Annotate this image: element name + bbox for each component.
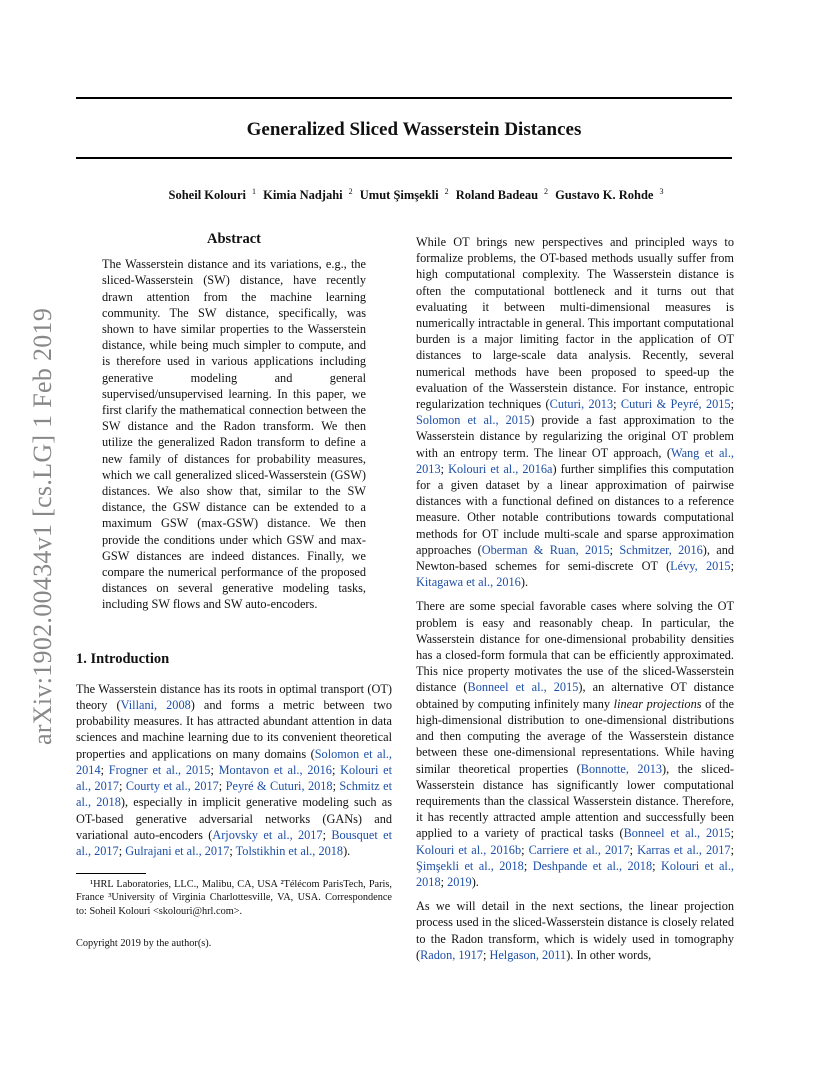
body-text: ).: [520, 575, 529, 590]
author-affiliation-mark: 2: [346, 187, 353, 196]
body-text: ), an alternative OT distance obtained by computing infinitely many: [416, 680, 734, 711]
citation-link[interactable]: Tolstikhin et al., 2018: [235, 843, 344, 858]
citation-link[interactable]: 2019: [447, 874, 472, 889]
body-text: As we will detail in the next sections, the linear projection process used in the sliced-Wasserstein distance is closely related to the Radon transform, which is widely used in tomography (: [416, 899, 734, 962]
citation-link[interactable]: Cuturi, 2013: [549, 397, 614, 412]
copyright-notice: Copyright 2019 by the author(s).: [76, 937, 212, 949]
body-text: ;: [332, 779, 340, 794]
intro-paragraph-2: [416, 234, 734, 590]
citation-link[interactable]: Şimşekli et al., 2018: [416, 858, 524, 873]
citation-link[interactable]: Villani, 2008: [120, 698, 191, 713]
title-rule-bottom: [76, 157, 732, 159]
citation-link[interactable]: Bonneel et al., 2015: [467, 680, 579, 695]
body-text: ;: [730, 559, 734, 574]
author-name: Gustavo K. Rohde: [555, 188, 654, 203]
author-list: [0, 187, 828, 203]
abstract-heading: Abstract: [207, 231, 261, 247]
citation-link[interactable]: Wang et al., 2013: [416, 445, 734, 476]
body-text: ;: [229, 843, 236, 858]
citation-link[interactable]: Solomon et al., 2015: [416, 413, 531, 428]
body-text: ;: [613, 397, 621, 412]
citation-link[interactable]: Helgason, 2011: [489, 947, 567, 962]
citation-link[interactable]: Peyré & Cuturi, 2018: [225, 779, 333, 794]
citation-link[interactable]: Frogner et al., 2015: [108, 762, 211, 777]
body-text: ;: [730, 842, 734, 857]
body-text: ;: [609, 542, 620, 557]
citation-link[interactable]: Kolouri et al., 2016a: [448, 461, 553, 476]
citation-link[interactable]: Kolouri et al., 2018: [416, 858, 734, 889]
title-rule-top: [76, 97, 732, 99]
citation-link[interactable]: Schmitz et al., 2018: [76, 779, 392, 810]
body-text: ;: [730, 826, 734, 841]
body-text: ;: [118, 843, 126, 858]
body-text: ;: [652, 858, 661, 873]
citation-link[interactable]: Gulrajani et al., 2017: [125, 843, 230, 858]
citation-link[interactable]: Lévy, 2015: [670, 559, 731, 574]
intro-paragraph-4: [416, 898, 734, 963]
citation-link[interactable]: Kolouri et al., 2017: [76, 762, 392, 794]
abstract-text: The Wasserstein distance and its variations, e.g., the sliced-Wasserstein (SW) distance, have recently drawn attention from the machine learning community. The SW distance, specifically, was shown to have similar properties to the Wasserstein distance, while being much simpler to compute, and is therefore used in various applications including generative modeling and general supervised/unsupervised learning. In this paper, we first clarify the mathematical connection between the SW distance and the Radon transform. We then utilize the generalized Radon transform to define a new family of distances for probability measures, which we call generalized sliced-Wasserstein (GSW) distances. We also show that, similar to the SW distance, the GSW distance can be extended to a maximum GSW (max-GSW) distance. We then provide the conditions under which GSW and max-GSW distances are indeed distances. Finally, we compare the numerical performance of the proposed distances on several generative modeling tasks, including SW flows and SW auto-encoders.: [102, 257, 366, 612]
citation-link[interactable]: Bousquet et al., 2017: [76, 827, 392, 858]
introduction-heading: 1. Introduction: [76, 650, 170, 667]
body-text: ;: [629, 842, 638, 857]
citation-link[interactable]: Courty et al., 2017: [125, 779, 219, 794]
author-name: Kimia Nadjahi: [263, 188, 343, 203]
body-text: ;: [440, 874, 448, 889]
body-text: ;: [521, 842, 529, 857]
body-text: The Wasserstein distance has its roots in optimal transport (OT) theory (: [76, 681, 392, 713]
intro-paragraph-1: [76, 681, 392, 859]
body-text: ) provide a fast approximation to the Wasserstein distance by regularizing the original OT problem with an entropy term. The linear OT approach, (: [416, 413, 734, 460]
citation-link[interactable]: Oberman & Ruan, 2015: [481, 542, 610, 557]
body-text: ;: [218, 779, 226, 794]
body-text: While OT brings new perspectives and principled ways to formalize problems, the OT-based methods usually suffer from high computational complexity. The Wasserstein distance is often the computational bottleneck and it turns out that evaluating it between multi-dimensional measures is numerically intractable in general. This important computational burden is a major limiting factor in the application of OT distances to large-scale data analysis. Recently, several numerical methods have been proposed to speed-up the evaluation of the Wasserstein distance. For instance, entropic regularization techniques (: [416, 235, 734, 412]
citation-link[interactable]: Arjovsky et al., 2017: [212, 827, 323, 842]
citation-link[interactable]: Karras et al., 2017: [637, 842, 731, 857]
citation-link[interactable]: Radon, 1917: [420, 947, 483, 962]
emphasized-text: linear projections: [613, 696, 702, 711]
body-text: ), and Newton-based schemes for semi-discrete OT (: [416, 542, 735, 574]
body-text: ;: [100, 762, 109, 777]
citation-link[interactable]: Cuturi & Peyré, 2015: [620, 397, 731, 412]
paper-title: Generalized Sliced Wasserstein Distances: [246, 119, 582, 140]
body-text: There are some special favorable cases where solving the OT problem is easy and reasonably cheap. In particular, the Wasserstein distance for one-dimensional probability densities has a closed-form formula that can be efficiently approximated. This nice property motivates the use of the sliced-Wasserstein distance (: [416, 599, 734, 695]
left-column: [76, 231, 392, 950]
citation-link[interactable]: Bonnotte, 2013: [580, 761, 663, 776]
footnote-rule: [76, 873, 146, 874]
author-affiliation-mark: 2: [542, 187, 549, 196]
author-name: Roland Badeau: [455, 188, 539, 203]
body-text: ), especially in implicit generative modeling such as OT-based generative adversarial networks (GANs) and variational auto-encoders (: [76, 795, 392, 842]
citation-link[interactable]: Kitagawa et al., 2016: [416, 575, 521, 590]
right-column: [416, 234, 734, 971]
citation-link[interactable]: Montavon et al., 2016: [218, 762, 332, 777]
body-text: ).: [343, 843, 351, 858]
body-text: ;: [119, 779, 126, 794]
body-text: ;: [482, 947, 490, 962]
citation-link[interactable]: Deshpande et al., 2018: [532, 858, 653, 873]
citation-link[interactable]: Carriere et al., 2017: [528, 842, 630, 857]
body-text: ).: [471, 874, 479, 889]
body-text: ;: [730, 397, 734, 412]
body-text: ) and forms a metric between two probability measures. It has attracted abundant attention in data sciences and machine learning due to its convenient theoretical properties and applications on many domains (: [76, 698, 393, 761]
body-text: ), the sliced-Wasserstein distance has significantly lower computational requirements than the classical Wasserstein distance. Therefore, it has recently attracted ample attention and successfully been applied to a variety of practical tasks (: [416, 761, 734, 841]
intro-paragraph-3: [416, 598, 734, 890]
author-name: Soheil Kolouri: [168, 188, 246, 203]
body-text: ;: [523, 858, 533, 873]
citation-link[interactable]: Bonneel et al., 2015: [623, 826, 731, 841]
body-text: ;: [322, 827, 332, 842]
body-text: ). In other words,: [566, 947, 652, 962]
body-text: ) further simplifies this computation for a given dataset by a linear approximation of pairwise distances with a functional defined on distances to a reference measure. Other notable contributions towards computational methods for OT include multi-scale and sparse approximation approaches (: [416, 461, 734, 557]
citation-link[interactable]: Schmitzer, 2016: [619, 542, 703, 557]
body-text: of the high-dimensional distribution to one-dimensional distributions and then computing the average of the Wasserstein distance between these one-dimensional representations. While having similar theoretical properties (: [416, 696, 734, 776]
body-text: ;: [440, 461, 449, 476]
arxiv-stamp: arXiv:1902.00434v1 [cs.LG] 1 Feb 2019: [28, 307, 57, 745]
author-affiliation-mark: 3: [657, 187, 664, 196]
author-affiliation-mark: 2: [442, 187, 449, 196]
body-text: ;: [331, 762, 341, 777]
author-affiliation-mark: 1: [249, 187, 256, 196]
citation-link[interactable]: Solomon et al., 2014: [76, 746, 393, 777]
affiliations-footnote: ¹HRL Laboratories, LLC., Malibu, CA, USA ²Télécom ParisTech, Paris, France ³University of Virginia Charlottesville, VA, USA. Correspondence to: Soheil Kolouri <skolouri@hrl.com>.: [76, 879, 392, 917]
author-name: Umut Şimşekli: [359, 188, 439, 203]
body-text: ;: [210, 762, 219, 777]
citation-link[interactable]: Kolouri et al., 2016b: [416, 842, 522, 857]
